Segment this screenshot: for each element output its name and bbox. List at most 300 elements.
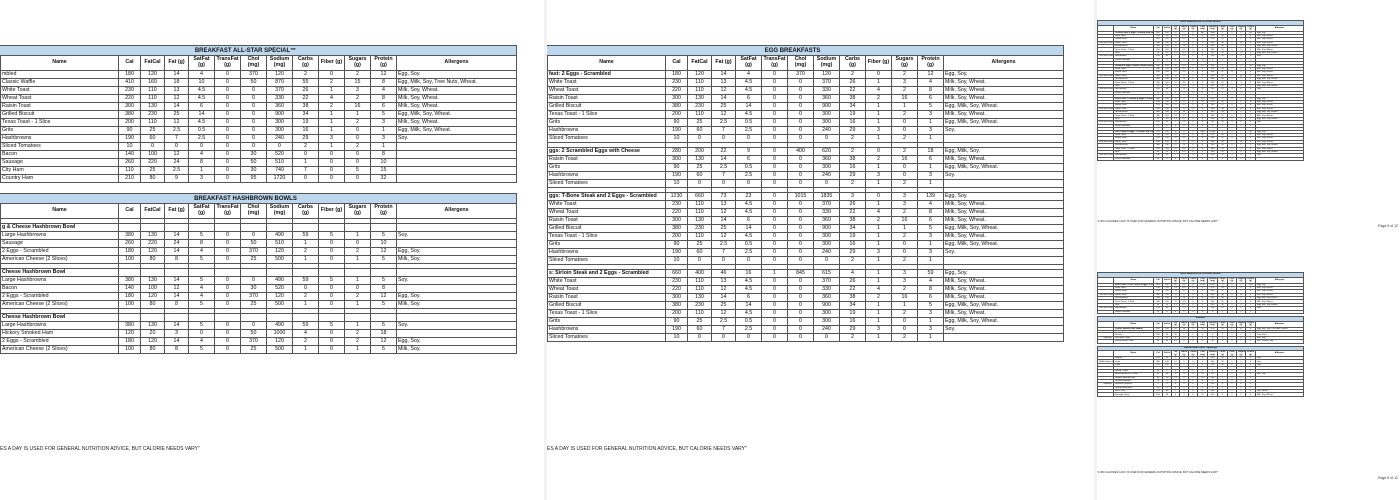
option-name: Sliced Tomatoes [1, 143, 119, 151]
nutrient-value: 15 [1154, 369, 1163, 372]
nutrient-value: 360 [1208, 293, 1218, 296]
nutrient-value: 46 [712, 270, 736, 278]
column-header: Chol (mg) [1198, 25, 1208, 31]
nutrient-value: 130 [688, 156, 712, 164]
nutrient-value: 0 [1198, 137, 1208, 140]
nutrient-value: 0 [788, 95, 814, 103]
nutrient-value: 4 [1246, 67, 1256, 70]
nutrient-value: 1 [1237, 390, 1246, 393]
nutrient-value: 5 [189, 346, 215, 354]
table-row [547, 217, 1064, 225]
option-name: Melted American Cheese [1114, 373, 1154, 376]
nutrient-value: 22 [840, 209, 866, 217]
allergens: Soy. [397, 232, 517, 240]
nutrient-value: 1 [1228, 117, 1237, 120]
nutrient-value: 1 [866, 164, 892, 172]
nutrient-value: 100 [1154, 333, 1163, 336]
nutrient-value: 0 [215, 143, 241, 151]
nutrient-value: 6 [736, 156, 762, 164]
menu-page-right [1097, 0, 1400, 500]
nutrient-value: 7 [712, 127, 736, 135]
nutrient-value: 14 [1172, 293, 1180, 296]
nutrient-value: 3 [345, 87, 371, 95]
nutrient-value: 110 [141, 119, 165, 127]
nutrient-value: 10 [1154, 58, 1163, 61]
nutrient-value: 10 [1172, 333, 1180, 336]
nutrient-value: 0 [1208, 58, 1218, 61]
nutrient-value: 0 [1172, 379, 1180, 382]
nutrient-value: 0 [1189, 363, 1198, 366]
nutrient-value: 12 [1172, 137, 1180, 140]
nutrient-value: 4 [189, 71, 215, 79]
nutrient-value: 0 [319, 240, 345, 248]
nutrient-value: 0 [762, 148, 788, 156]
nutrient-value: 0 [1163, 157, 1172, 160]
nutrient-value: 0 [788, 326, 814, 334]
nutrient-value: 0 [1228, 64, 1237, 67]
table-row [547, 278, 1064, 286]
allergens [397, 151, 517, 159]
nutrient-value: 120 [141, 71, 165, 79]
nutrient-value: 380 [119, 111, 141, 119]
nutrient-value: 0 [1237, 117, 1246, 120]
allergens: Egg, Milk, Soy, Wheat. [1256, 297, 1304, 300]
item-name: Meat Lover's Chicken & Eggs: 2 Pieces [1115, 97, 1154, 100]
nutrient-value: 2 [1228, 140, 1237, 143]
nutrient-value: 0 [1198, 74, 1208, 77]
nutrient-value: 2 [1218, 283, 1228, 286]
nutrient-value: 1 [1237, 333, 1246, 336]
nutrient-value: 60 [1163, 307, 1172, 310]
nutrient-value: 0 [762, 334, 788, 342]
nutrient-value: 29 [1218, 154, 1228, 157]
nutrient-value: 0 [1198, 114, 1208, 117]
nutrient-value: 2 [892, 310, 918, 318]
allergens: Egg, Milk, Soy, Wheat. [1256, 303, 1304, 306]
nutrient-value: 2 [840, 148, 866, 156]
nutrient-value: 19 [840, 111, 866, 119]
nutrient-value: 0 [1246, 369, 1256, 372]
nutrient-value: 14 [165, 322, 189, 330]
nutrient-value: 0 [1163, 386, 1172, 389]
nutrient-value: 560 [1198, 130, 1208, 133]
nutrient-value: 3 [1228, 55, 1237, 58]
nutrient-value: 8 [1246, 104, 1256, 107]
nutrient-value: 1 [866, 201, 892, 209]
column-header: Sugars (g) [1238, 351, 1246, 356]
column-header: SatFat (g) [736, 56, 762, 71]
nutrient-value: 900 [1208, 111, 1218, 114]
nutrient-value: 55 [293, 79, 319, 87]
nutrient-value: 26 [1218, 67, 1228, 70]
nutrient-value: 0 [1189, 150, 1198, 153]
page-content [0, 45, 517, 364]
nutrient-value: 1 [918, 119, 944, 127]
nutrient-value: 0 [345, 135, 371, 143]
nutrient-value: 330 [1208, 290, 1218, 293]
column-header: Fat (g) [165, 56, 189, 71]
nutrient-value: 7 [712, 249, 736, 257]
nutrient-value: 220 [1154, 290, 1163, 293]
nutrient-value: 29 [840, 127, 866, 135]
nutrient-value: 4.5 [1180, 67, 1189, 70]
nutrient-value: 22 [840, 286, 866, 294]
nutrient-value: 5 [1246, 111, 1256, 114]
nutrient-value: 0 [1198, 150, 1208, 153]
option-name: Large [1114, 360, 1154, 363]
nutrient-value: 25 [712, 225, 736, 233]
table-row [0, 301, 517, 309]
option-name: White Toast [1114, 100, 1154, 103]
nutrient-value: 5 [189, 232, 215, 240]
table-row [0, 330, 517, 338]
option-name: Hashbrowns [548, 249, 666, 257]
nutrient-value: 14 [1172, 74, 1180, 77]
table-row [0, 224, 517, 232]
nutrient-value: 12 [1172, 147, 1180, 150]
nutrient-value: 200 [666, 111, 688, 119]
nutrient-value: 7 [165, 135, 189, 143]
nutrient-value: 19 [1218, 300, 1228, 303]
allergens [1256, 310, 1304, 313]
allergens: Egg, Milk, Soy, Wheat. [944, 318, 1064, 326]
option-name: White Toast [1114, 133, 1154, 136]
nutrient-value: 190 [1154, 307, 1163, 310]
nutrient-value: 1 [1228, 300, 1237, 303]
nutrient-value: 1 [1228, 51, 1237, 54]
nutrient-value: 0 [1189, 310, 1198, 313]
nutrient-value: 370 [241, 71, 267, 79]
allergens: Egg, Milk, Soy, Wheat. [1256, 144, 1304, 147]
nutrient-value: 1 [319, 87, 345, 95]
allergens: Soy. [1256, 307, 1304, 310]
nutrient-value: 370 [1208, 133, 1218, 136]
option-name: Wheat Toast [548, 87, 666, 95]
nutrient-value: 8 [371, 95, 397, 103]
nutrient-value: 30 [241, 285, 267, 293]
column-header: Protein (g) [1247, 25, 1255, 30]
allergens: Milk, Soy, Wheat. [944, 209, 1064, 217]
nutrient-value: 73 [712, 193, 736, 201]
nutrient-value: 300 [1154, 107, 1163, 110]
nutrient-value: 8 [1246, 137, 1256, 140]
nutrient-value [241, 269, 267, 277]
nutrient-value: 0 [762, 135, 788, 143]
option-name: Hashbrowns [1114, 307, 1154, 310]
nutrient-value: 2 [1237, 157, 1246, 160]
nutrient-value: 0 [345, 127, 371, 135]
nutrient-value: 4 [189, 338, 215, 346]
nutrient-value: 300 [666, 217, 688, 225]
nutrient-value: 0 [788, 302, 814, 310]
nutrient-value: 2 [319, 103, 345, 111]
allergens: Soy. [1256, 55, 1304, 58]
nutrient-value: 1 [1228, 383, 1237, 386]
nutrition-table [1097, 346, 1304, 397]
nutrient-value: 2 [1237, 64, 1246, 67]
nutrient-value: 0 [1189, 38, 1198, 41]
nutrient-value: 60 [1154, 376, 1163, 379]
nutrient-value: 25 [688, 318, 712, 326]
nutrient-value: 1 [866, 180, 892, 188]
nutrient-value: 0 [1189, 114, 1198, 117]
nutrient-value: 1 [1228, 336, 1237, 339]
allergens: Milk, Soy, Wheat. [1256, 41, 1304, 44]
nutrient-value: 12 [712, 310, 736, 318]
option-name: Raisin Toast [548, 294, 666, 302]
nutrient-value: 4 [840, 270, 866, 278]
nutrient-value: 0 [1189, 71, 1198, 74]
allergens: Egg, Milk, Soy, Wheat. [397, 127, 517, 135]
nutrient-value: 190 [1154, 55, 1163, 58]
nutrient-value: 34 [1218, 297, 1228, 300]
nutrient-value: 0 [712, 257, 736, 265]
nutrient-value: 2 [892, 87, 918, 95]
option-name: 2 Eggs - Scrambled [1, 248, 119, 256]
nutrient-value: 0 [788, 233, 814, 241]
nutrient-value: 3 [892, 201, 918, 209]
choice-label [1098, 310, 1114, 313]
column-header: Fat (g) [1172, 25, 1180, 31]
allergens [397, 167, 517, 175]
nutrient-value: 0 [215, 322, 241, 330]
option-name: White Toast [1114, 67, 1154, 70]
nutrient-value: 1 [866, 233, 892, 241]
nutrient-value: 0 [319, 330, 345, 338]
nutrient-value: 6 [918, 95, 944, 103]
nutrient-value: 230 [1163, 144, 1172, 147]
nutrient-value: 360 [1208, 74, 1218, 77]
nutrient-value: 22 [293, 95, 319, 103]
nutrient-value [267, 224, 293, 232]
nutrient-value: 730 [1208, 363, 1218, 366]
nutrient-value: 300 [267, 127, 293, 135]
nutrient-value: 8 [1228, 363, 1237, 366]
nutrient-value: 4.5 [1180, 100, 1189, 103]
nutrient-value: 2 [1218, 130, 1228, 133]
table-row [0, 346, 517, 354]
nutrient-value: 1 [1218, 383, 1228, 386]
nutrient-value [319, 269, 345, 277]
nutrient-value: 0 [1189, 360, 1198, 363]
nutrient-value: 1 [345, 277, 371, 285]
nutrient-value: 490 [1208, 360, 1218, 363]
nutrient-value: 16 [840, 164, 866, 172]
nutrient-value: 12 [1172, 81, 1180, 84]
nutrient-value: 900 [1208, 297, 1218, 300]
nutrient-value: 15 [371, 167, 397, 175]
nutrient-value: 220 [1154, 71, 1163, 74]
nutrient-value: 2 [1228, 390, 1237, 393]
nutrient-value: 4.5 [1180, 290, 1189, 293]
nutrient-value: 14 [1180, 45, 1189, 48]
option-name: City Ham [1, 167, 119, 175]
nutrient-value: 1 [1228, 386, 1237, 389]
nutrient-value: 130 [141, 277, 165, 285]
nutrient-value: 240 [814, 326, 840, 334]
nutrient-value: 110 [1163, 71, 1172, 74]
nutrient-value: 5 [1246, 360, 1256, 363]
nutrient-value: 0 [892, 172, 918, 180]
nutrient-value: 0 [1237, 373, 1246, 376]
column-header: Name [1, 204, 119, 219]
nutrient-value: 23 [736, 193, 762, 201]
allergens: Milk, Soy, Wheat. [944, 286, 1064, 294]
nutrient-value: 410 [1154, 327, 1163, 330]
nutrient-value: 2 [1237, 147, 1246, 150]
nutrient-value: 300 [814, 318, 840, 326]
column-header: TransF (g) [1190, 277, 1197, 282]
nutrient-value: 2.5 [1180, 390, 1189, 393]
table-row [547, 193, 1064, 201]
nutrient-value: 8 [371, 79, 397, 87]
nutrient-value: 0 [215, 240, 241, 248]
option-name: White Toast [548, 278, 666, 286]
nutrient-value: 7 [1172, 121, 1180, 124]
nutrient-value: 90 [666, 318, 688, 326]
table-row [547, 135, 1064, 143]
column-header: Allergens [397, 204, 517, 219]
nutrient-value: 14 [1172, 41, 1180, 44]
nutrient-value: 0 [1172, 91, 1180, 94]
nutrient-value: 1 [345, 256, 371, 264]
option-name: Chocolate Chips [1114, 336, 1154, 339]
nutrient-value: 2 [1218, 310, 1228, 313]
nutrient-value: 3 [1246, 114, 1256, 117]
nutrient-value: 490 [267, 277, 293, 285]
nutrient-value: 2 [345, 248, 371, 256]
nutrient-value: 230 [1154, 133, 1163, 136]
nutrient-value: 1 [293, 256, 319, 264]
nutrient-value: 0 [1172, 310, 1180, 313]
nutrient-value: 360 [1208, 107, 1218, 110]
nutrient-value: 1 [1218, 373, 1228, 376]
column-header: Carbs (g) [293, 56, 319, 71]
nutrient-value: 19 [293, 119, 319, 127]
nutrient-value: 465 [1198, 31, 1208, 34]
nutrient-value: 230 [1163, 45, 1172, 48]
nutrient-value: 0 [319, 71, 345, 79]
nutrient-value: 29 [840, 172, 866, 180]
nutrient-value: 60 [141, 135, 165, 143]
allergens: Milk, Soy, Wheat. [1256, 300, 1304, 303]
column-header: Sodium (mg) [1209, 25, 1217, 30]
nutrient-value: 110 [688, 233, 712, 241]
nutrient-value: 2 [1228, 327, 1237, 330]
nutrient-value: 0 [736, 334, 762, 342]
nutrient-value: 9 [1246, 376, 1256, 379]
nutrient-value: 380 [119, 277, 141, 285]
allergens: Milk, Soy. [397, 346, 517, 354]
nutrient-value: 12 [371, 71, 397, 79]
nutrient-value: 0 [1189, 286, 1198, 289]
nutrient-value: 130 [1163, 140, 1172, 143]
nutrient-value: 16 [892, 294, 918, 302]
allergens: Soy. [1256, 360, 1304, 363]
nutrient-value: 4 [918, 201, 944, 209]
nutrient-value: 8 [165, 301, 189, 309]
nutrient-value: 360 [814, 217, 840, 225]
nutrient-value: 1 [319, 111, 345, 119]
nutrient-value: 200 [688, 148, 712, 156]
nutrient-value: 14 [165, 71, 189, 79]
column-header: SatFat (g) [1181, 351, 1188, 356]
nutrient-value: 3 [918, 111, 944, 119]
nutrient-value: 10 [1180, 327, 1189, 330]
nutrient-value: 25 [241, 301, 267, 309]
nutrient-value: 5 [1246, 297, 1256, 300]
nutrient-value: 160 [1163, 97, 1172, 100]
allergens: Egg, Milk, Soy, Wheat. [944, 164, 1064, 172]
nutrient-value: 2 [345, 330, 371, 338]
nutrient-value: 620 [814, 148, 840, 156]
allergens: Milk, Soy, Wheat. [1256, 67, 1304, 70]
table-row [1098, 393, 1304, 396]
nutrient-value: 4 [736, 71, 762, 79]
nutrient-value: 16 [1237, 74, 1246, 77]
nutrient-value: 29 [1218, 88, 1228, 91]
nutrient-value: 1 [1246, 84, 1256, 87]
nutrient-value: 29 [1218, 307, 1228, 310]
nutrient-value: 330 [1208, 38, 1218, 41]
nutrient-value: 36 [1172, 130, 1180, 133]
nutrient-value: 2 [345, 338, 371, 346]
nutrient-value: 16 [892, 156, 918, 164]
table-row [547, 111, 1064, 119]
nutrient-value: 330 [1208, 104, 1218, 107]
nutrient-value: 4.5 [1180, 64, 1189, 67]
nutrient-value: 300 [814, 164, 840, 172]
nutrient-value: 3 [1218, 369, 1228, 372]
table-row [0, 232, 517, 240]
nutrient-value: 25 [688, 119, 712, 127]
nutrient-value: 3 [1237, 133, 1246, 136]
choice-label [1098, 393, 1114, 396]
column-header: Sodium (mg) [814, 56, 840, 71]
nutrient-value: 0 [1180, 386, 1189, 389]
nutrient-value: 2 [293, 248, 319, 256]
nutrient-value: 2.5 [712, 164, 736, 172]
option-name: Grits [548, 241, 666, 249]
nutrient-value: 0 [215, 293, 241, 301]
column-header: Cal [1154, 277, 1163, 283]
nutrient-value: 1 [1228, 379, 1237, 382]
nutrient-value: 34 [840, 103, 866, 111]
nutrient-value: 0 [215, 79, 241, 87]
nutrient-value: 560 [1208, 64, 1218, 67]
nutrient-value: 0.5 [736, 241, 762, 249]
nutrient-value: 8 [1246, 363, 1256, 366]
nutrient-value: 110 [1163, 147, 1172, 150]
nutrient-value: 22 [840, 87, 866, 95]
nutrient-value: 2 [866, 156, 892, 164]
nutrient-value: 0 [215, 346, 241, 354]
nutrient-value: 110 [1163, 48, 1172, 51]
nutrient-value: 5 [345, 167, 371, 175]
nutrient-value: 1 [293, 159, 319, 167]
nutrient-value: 1 [1246, 124, 1256, 127]
nutrient-value: 1 [892, 103, 918, 111]
nutrient-value: 1 [1246, 91, 1256, 94]
nutrient-value: 0 [1198, 140, 1208, 143]
column-header: Carbs (g) [1218, 321, 1228, 327]
nutrient-value: 13 [165, 87, 189, 95]
column-header: Sodium (mg) [1209, 351, 1217, 356]
nutrient-value: 0 [1189, 390, 1198, 393]
nutrient-value: 20 [1198, 390, 1208, 393]
nutrient-value: 220 [666, 286, 688, 294]
nutrient-value: 59 [1218, 360, 1228, 363]
